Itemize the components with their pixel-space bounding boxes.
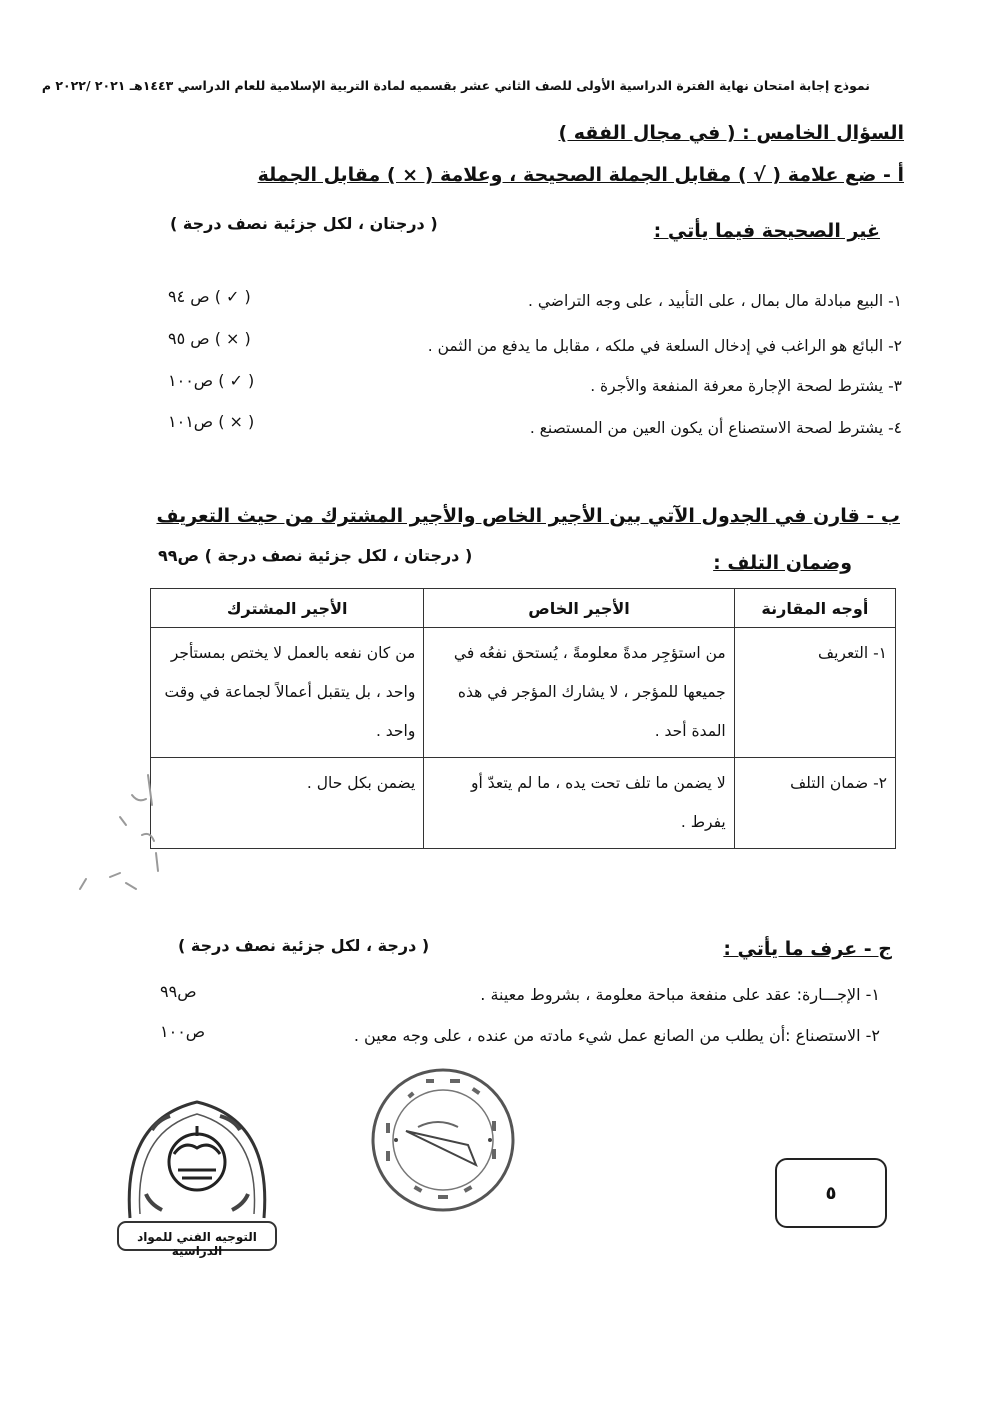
cell-shared: يضمن بكل حال . — [151, 758, 424, 849]
page-number — [775, 1158, 887, 1228]
answer-4: ( × ) ص١٠١ — [168, 412, 255, 431]
answer-1: ( ✓ ) ص ٩٤ — [168, 287, 251, 306]
header-special-worker: الأجير الخاص — [424, 589, 734, 628]
part-a-instruction-line1: أ - ضع علامة ( √ ) مقابل الجملة الصحيحة ، وعلامة ( × ) مقابل الجملة — [257, 164, 904, 186]
header-aspect: أوجه المقارنة — [734, 589, 895, 628]
statement-3: ٣- يشترط لصحة الإجارة معرفة المنفعة والأجرة . — [590, 377, 902, 395]
statement-2: ٢- البائع هو الراغب في إدخال السلعة في ملكه ، مقابل ما يدفع من الثمن . — [427, 337, 902, 355]
cell-special: لا يضمن ما تلف تحت يده ، ما لم يتعدّ أو يفرط . — [424, 758, 734, 849]
table-header-row — [151, 589, 896, 628]
part-b-instruction-line2: وضمان التلف : — [713, 552, 852, 574]
statement-1: ١- البيع مبادلة مال بمال ، على التأبيد ، على وجه التراضي . — [528, 292, 902, 310]
part-c-score-note: ( درجة ، لكل جزئية نصف درجة ) — [178, 936, 430, 955]
definition-1: ١- الإجـــارة: عقد على منفعة مباحة معلومة ، بشروط معينة . — [480, 985, 880, 1004]
answer-2: ( × ) ص ٩٥ — [168, 329, 251, 348]
definition-2-ref: ص١٠٠ — [160, 1022, 206, 1041]
round-stamp-seal — [368, 1065, 518, 1215]
table-row — [151, 758, 896, 849]
cell-special: من استؤجِر مدةً معلومةً ، يُستحق نفعُه في جميعها للمؤجر ، لا يشارك المؤجر في هذه المدة أحد . — [424, 628, 734, 758]
exam-header: نموذج إجابة امتحان نهاية الفترة الدراسية الأولى للصف الثاني عشر بقسميه لمادة التربية الإسلامية للعام الدراسي ١٤٤٣هـ ٢٠٢١ /٢٠٢٢ م — [41, 78, 870, 93]
cell-aspect: ٢- ضمان التلف — [734, 758, 895, 849]
ministry-stamp-label: التوجيه الفني للمواد الدراسية — [137, 1230, 257, 1258]
part-b-score-note: ( درجتان ، لكل جزئية نصف درجة ) ص٩٩ — [158, 546, 473, 565]
page-number-text: ٥ — [825, 1182, 837, 1204]
margin-scribble-marks — [60, 765, 190, 905]
part-a-score-note: ( درجتان ، لكل جزئية نصف درجة ) — [170, 214, 438, 233]
part-c-title: ج - عرف ما يأتي : — [723, 938, 892, 960]
part-a-instruction-line2: غير الصحيحة فيما يأتي : — [653, 220, 880, 242]
comparison-table — [150, 588, 896, 849]
question-title: السؤال الخامس : ( في مجال الفقه ) — [558, 122, 904, 144]
ministry-stamp — [112, 1090, 282, 1260]
table-row — [151, 628, 896, 758]
part-b-instruction-line1: ب - قارن في الجدول الآتي بين الأجير الخاص والأجير المشترك من حيث التعريف — [156, 505, 900, 527]
header-shared-worker: الأجير المشترك — [151, 589, 424, 628]
statement-4: ٤- يشترط لصحة الاستصناع أن يكون العين من المستصنع . — [529, 419, 902, 437]
definition-2: ٢- الاستصناع :أن يطلب من الصانع عمل شيء مادته من عنده ، على وجه معين . — [353, 1026, 880, 1045]
cell-aspect: ١- التعريف — [734, 628, 895, 758]
definition-1-ref: ص٩٩ — [160, 982, 197, 1001]
answer-3: ( ✓ ) ص١٠٠ — [168, 371, 255, 390]
cell-shared: من كان نفعه بالعمل لا يختص بمستأجر واحد ، بل يتقبل أعمالاً لجماعة في وقت واحد . — [151, 628, 424, 758]
